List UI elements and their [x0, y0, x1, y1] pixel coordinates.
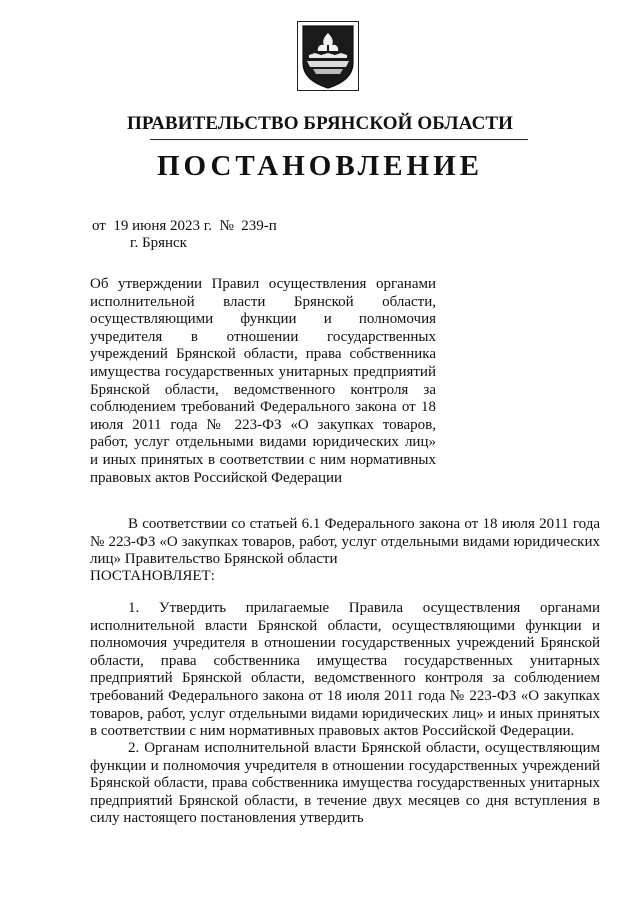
- document-type-title: ПОСТАНОВЛЕНИЕ: [156, 150, 483, 182]
- document-subject: Об утверждении Правил осуществления органами исполнительной власти Брянской области, осуществляющими функции и полномочия учредителя в отношении государственных учреждений Брянской области, права собственника имущества государственных унитарных предприятий Брянской области, ведомственного контроля за соблюдением требований Федерального закона от 18 июля 2011 года № 223-ФЗ «О закупках товаров, работ, услуг отдельными видами юридических лиц» и иных принятых в соответствии с ним нормативных правовых актов Российской Федерации: [90, 276, 436, 486]
- preamble-paragraph: В соответствии со статьей 6.1 Федерального закона от 18 июля 2011 года № 223-ФЗ «О закупках товаров, работ, услуг отдельными видами юридических лиц» Правительство Брянской области: [90, 516, 600, 568]
- document-date-number: от 19 июня 2023 г. № 239-п: [92, 218, 277, 234]
- item-1-paragraph: 1. Утвердить прилагаемые Правила осуществления органами исполнительной власти Брянской области, осуществляющими функции и полномочия учредителя в отношении государственных учреждений Брянской области, права собственника имущества государственных унитарных предприятий Брянской области, ведомственного контроля за соблюдением требований Федерального закона от 18 июля 2011 года № 223-ФЗ «О закупках товаров, работ, услуг отдельными видами юридических лиц» и иных принятых в соответствии с ним нормативных правовых актов Российской Федерации.: [90, 600, 600, 740]
- item-2-paragraph: 2. Органам исполнительной власти Брянской области, осуществляющим функции и полномочия учредителя в отношении государственных учреждений Брянской области, права собственника имущества государственных унитарных предприятий Брянской области, в течение двух месяцев со дня вступления в силу настоящего постановления утвердить: [90, 740, 600, 827]
- organization-title: ПРАВИТЕЛЬСТВО БРЯНСКОЙ ОБЛАСТИ: [126, 113, 514, 134]
- decree-word: ПОСТАНОВЛЯЕТ:: [90, 568, 215, 584]
- document-city: г. Брянск: [130, 235, 187, 251]
- header-divider: [150, 139, 528, 140]
- bryansk-coat-of-arms-icon: [297, 21, 359, 91]
